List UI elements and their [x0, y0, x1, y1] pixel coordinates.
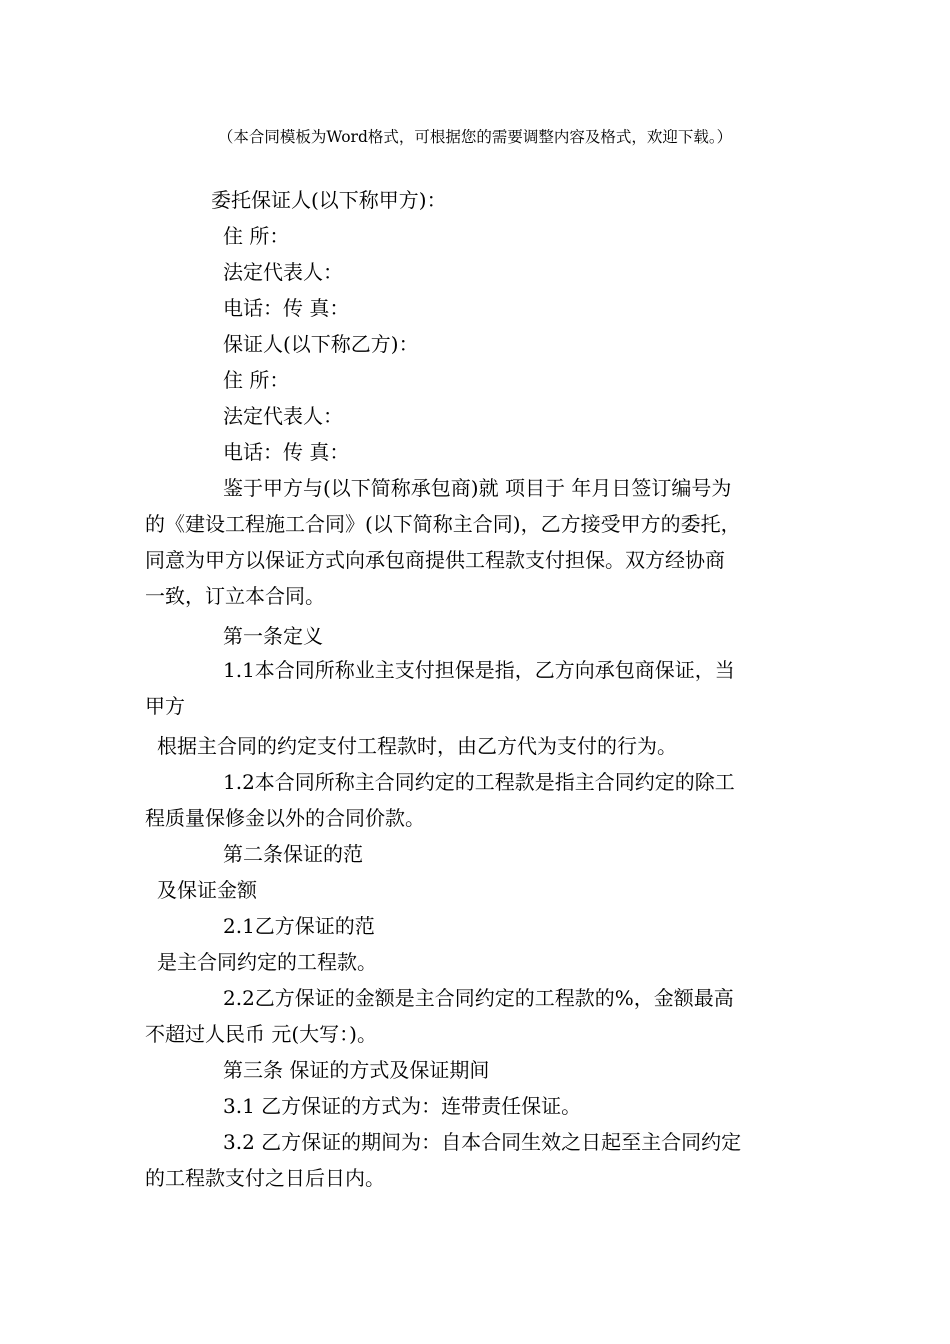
article-2-heading: 第二条保证的范 [223, 842, 363, 866]
party-b-address: 住 所： [223, 368, 290, 392]
party-a-address: 住 所： [223, 224, 290, 248]
party-b-legal-rep: 法定代表人： [223, 404, 343, 428]
party-b-heading: 保证人(以下称乙方)： [223, 332, 419, 356]
party-a-legal-rep: 法定代表人： [223, 260, 343, 284]
clause-1-1: 根据主合同的约定支付工程款时，由乙方代为支付的行为。 [157, 734, 677, 758]
preamble-line: 鉴于甲方与(以下简称承包商)就 项目于 年月日签订编号为 [223, 476, 732, 500]
article-1-heading: 第一条定义 [223, 624, 323, 648]
clause-1-2: 1.2本合同所称主合同约定的工程款是指主合同约定的除工 [223, 770, 735, 794]
preamble-line: 同意为甲方以保证方式向承包商提供工程款支付担保。双方经协商 [145, 548, 725, 572]
preamble-line: 一致，订立本合同。 [145, 584, 325, 608]
clause-2-2: 2.2乙方保证的金额是主合同约定的工程款的%，金额最高 [223, 986, 734, 1010]
party-b-phone-fax: 电话：传 真： [223, 440, 350, 464]
party-a-phone-fax: 电话：传 真： [223, 296, 350, 320]
clause-1-2: 程质量保修金以外的合同价款。 [145, 806, 425, 830]
party-a-heading: 委托保证人(以下称甲方)： [211, 188, 447, 212]
clause-2-1: 是主合同约定的工程款。 [157, 950, 377, 974]
template-note: （本合同模板为Word格式，可根据您的需要调整内容及格式，欢迎下载。） [217, 128, 733, 146]
clause-3-1: 3.1 乙方保证的方式为：连带责任保证。 [223, 1094, 582, 1118]
clause-2-2: 不超过人民币 元(大写：)。 [145, 1022, 377, 1046]
preamble-line: 的《建设工程施工合同》(以下简称主合同)，乙方接受甲方的委托， [145, 512, 741, 536]
clause-2-1: 2.1乙方保证的范 [223, 914, 375, 938]
article-3-heading: 第三条 保证的方式及保证期间 [223, 1058, 490, 1082]
article-2-heading: 及保证金额 [157, 878, 257, 902]
clause-3-2: 的工程款支付之日后日内。 [145, 1166, 385, 1190]
clause-3-2: 3.2 乙方保证的期间为：自本合同生效之日起至主合同约定 [223, 1130, 742, 1154]
clause-1-1: 1.1本合同所称业主支付担保是指，乙方向承包商保证，当 [223, 658, 735, 682]
clause-1-1: 甲方 [145, 694, 185, 718]
